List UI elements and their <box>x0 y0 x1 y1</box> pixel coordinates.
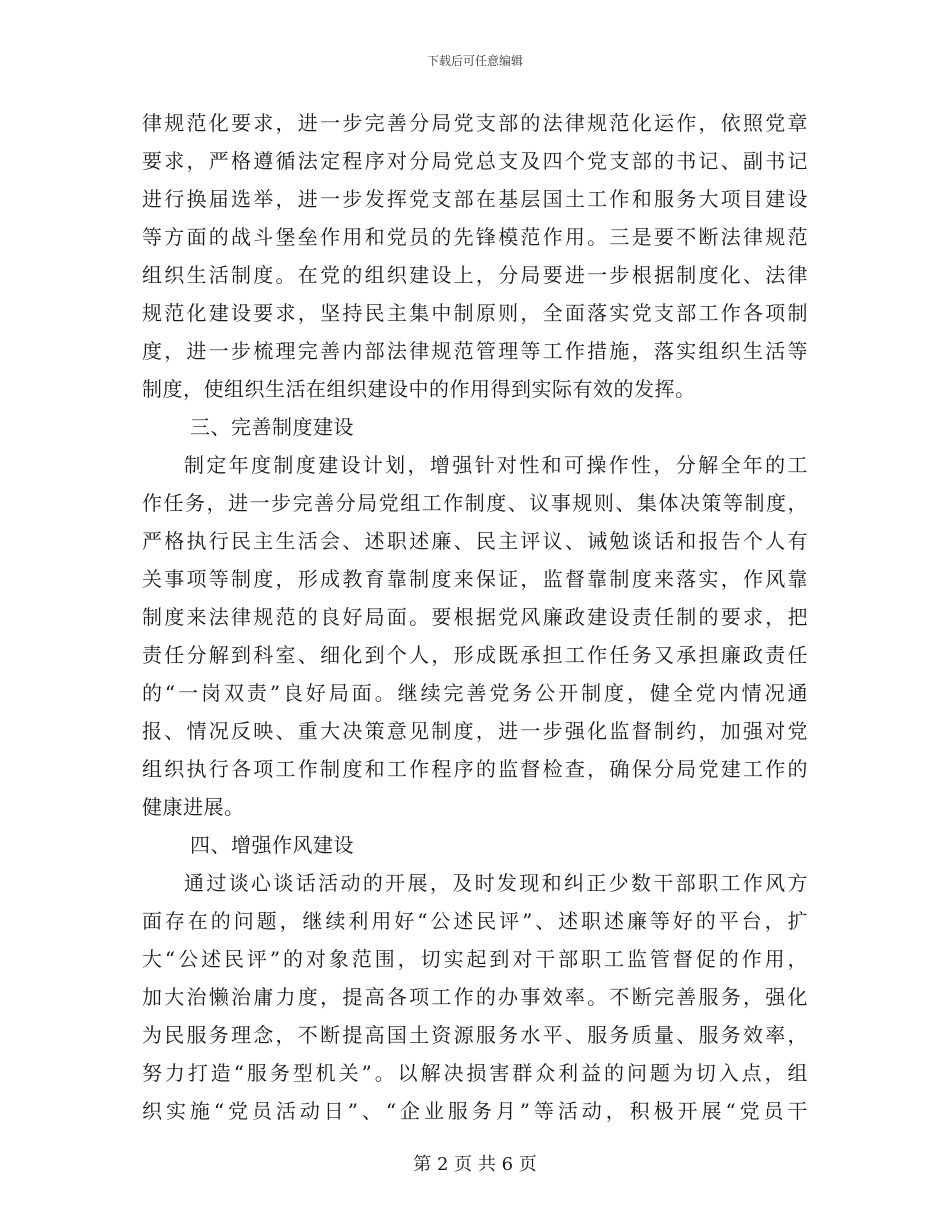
section-heading: 三、完善制度建设 <box>190 415 354 439</box>
body-line: 作任务，进一步完善分局党组工作制度、议事规则、集体决策等制度， <box>142 491 808 515</box>
section-heading: 四、增强作风建设 <box>190 833 354 857</box>
body-line: 的“一岗双责”良好局面。继续完善党务公开制度，健全党内情况通 <box>142 681 808 705</box>
body-line: 组织执行各项工作制度和工作程序的监督检查，确保分局党建工作的 <box>142 757 808 781</box>
body-line: 制度来法律规范的良好局面。要根据党风廉政建设责任制的要求，把 <box>142 605 808 629</box>
body-line: 度，进一步梳理完善内部法律规范管理等工作措施，落实组织生活等 <box>142 339 808 363</box>
body-line: 关事项等制度，形成教育靠制度来保证，监督靠制度来落实，作风靠 <box>142 567 808 591</box>
body-line: 努力打造“服务型机关”。以解决损害群众利益的问题为切入点，组 <box>142 1061 808 1085</box>
body-line: 制定年度制度建设计划，增强针对性和可操作性，分解全年的工 <box>184 453 808 477</box>
body-line: 报、情况反映、重大决策意见制度，进一步强化监督制约，加强对党 <box>142 719 808 743</box>
body-line: 进行换届选举，进一步发挥党支部在基层国土工作和服务大项目建设 <box>142 187 808 211</box>
body-line: 组织生活制度。在党的组织建设上，分局要进一步根据制度化、法律 <box>142 263 808 287</box>
body-line: 严格执行民主生活会、述职述廉、民主评议、诫勉谈话和报告个人有 <box>142 529 808 553</box>
body-line: 律规范化要求，进一步完善分局党支部的法律规范化运作，依照党章 <box>142 111 808 135</box>
body-line: 制度，使组织生活在组织建设中的作用得到实际有效的发挥。 <box>142 377 696 401</box>
body-line: 面存在的问题，继续利用好“公述民评”、述职述廉等好的平台，扩 <box>142 909 808 933</box>
body-line: 大“公述民评”的对象范围，切实起到对干部职工监管督促的作用， <box>142 947 808 971</box>
body-line: 健康进展。 <box>142 795 245 819</box>
body-line: 织实施“党员活动日”、“企业服务月”等活动，积极开展“党员干 <box>142 1099 808 1123</box>
body-line: 等方面的战斗堡垒作用和党员的先锋模范作用。三是要不断法律规范 <box>142 225 808 249</box>
page-header: 下载后可任意编辑 <box>426 54 523 68</box>
body-line: 规范化建设要求，坚持民主集中制原则，全面落实党支部工作各项制 <box>142 301 808 325</box>
body-line: 加大治懒治庸力度，提高各项工作的办事效率。不断完善服务，强化 <box>142 985 808 1009</box>
page-number-footer: 第 2 页 共 6 页 <box>413 1154 537 1175</box>
document-body <box>142 104 808 1130</box>
body-line: 为民服务理念，不断提高国土资源服务水平、服务质量、服务效率， <box>142 1023 808 1047</box>
body-line: 通过谈心谈话活动的开展，及时发现和纠正少数干部职工作风方 <box>184 871 808 895</box>
body-line: 要求，严格遵循法定程序对分局党总支及四个党支部的书记、副书记 <box>142 149 808 173</box>
body-line: 责任分解到科室、细化到个人，形成既承担工作任务又承担廉政责任 <box>142 643 808 667</box>
